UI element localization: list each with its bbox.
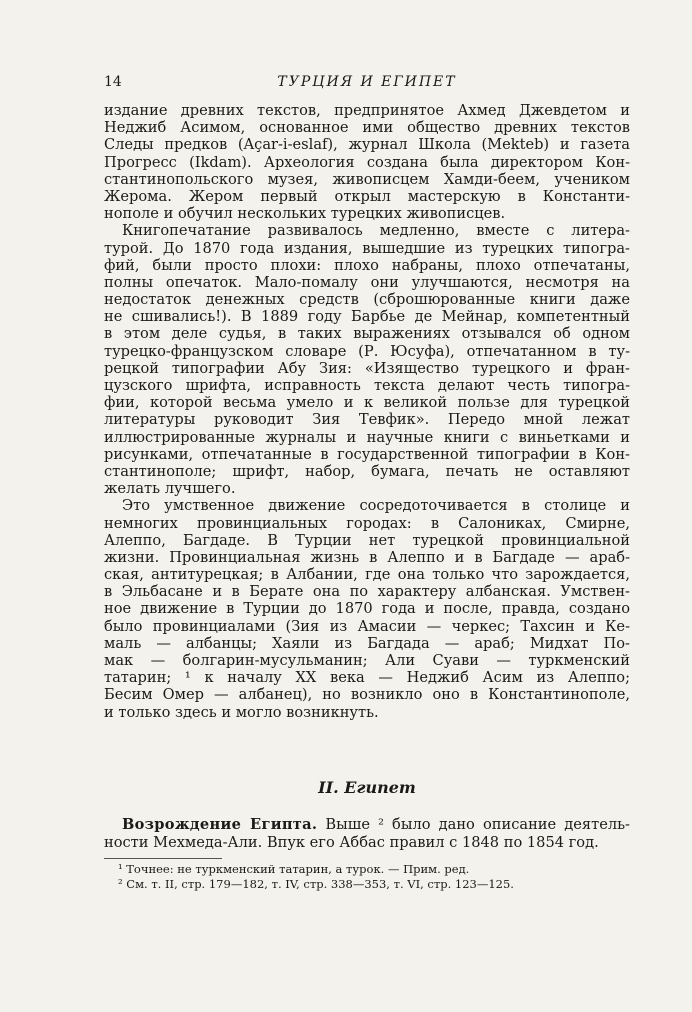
section-lead: Возрождение Египта. [122, 816, 318, 833]
section-line: ности Мехмеда-Али. Впук его Аббас правил с 1848 по 1854 год. [104, 834, 599, 851]
text-line: полны опечаток. Мало-помалу они улучшаются, несмотря на [104, 273, 630, 291]
text-line: иллюстрированные журналы и научные книги с виньетками и [104, 428, 630, 446]
text-line: жизни. Провинциальная жизнь в Алеппо и в Багдаде — араб- [104, 548, 630, 566]
main-text [104, 102, 630, 721]
text-line: литературы руководит Зия Тевфик». Передо мной лежат [104, 411, 630, 429]
running-title: ТУРЦИЯ И ЕГИПЕТ [277, 74, 457, 90]
text-line: Алеппо, Багдаде. В Турции нет турецкой провинциальной [104, 531, 630, 549]
footnote-divider [104, 858, 222, 859]
footnote: ¹ Точнее: не туркменский татарин, а турок. — Прим. ред. [118, 862, 470, 876]
text-line: стантинопольского музея, живописцем Хамди-беем, учеником [104, 170, 630, 188]
text-line: рецкой типографии Абу Зия: «Изящество турецкого и фран- [104, 359, 630, 377]
text-line: не сшивались!). В 1889 году Барбье де Мейнар, компетентный [104, 308, 630, 326]
text-line: стантинополе; шрифт, набор, бумага, печать не оставляют [104, 462, 630, 480]
text-line: издание древних текстов, предпринятое Ахмед Джевдетом и [104, 102, 630, 119]
text-line: было провинциалами (Зия из Амасии — черкес; Тахсин и Ке- [104, 617, 630, 635]
section-heading: II. Египет [318, 778, 416, 797]
text-line: Прогресс (Ikdam). Археология создана была директором Кон- [104, 153, 630, 171]
text-line: фии, которой весьма умело и к великой пользе для турецкой [104, 394, 630, 412]
page-number: 14 [104, 74, 122, 90]
text-line: Жерома. Жером первый открыл мастерскую в Константи- [104, 187, 630, 205]
text-line: маль — албанцы; Хаяли из Багдада — араб; Мидхат По- [104, 634, 630, 652]
text-line: мак — болгарин-мусульманин; Али Суави — туркменский [104, 652, 630, 669]
text-line: цузского шрифта, исправность текста делают честь типогра- [104, 377, 630, 394]
section-text: Выше ² было дано описание деятель- [317, 816, 630, 833]
footnote: ² См. т. II, стр. 179—182, т. IV, стр. 338—353, т. VI, стр. 123—125. [118, 877, 514, 891]
text-line: желать лучшего. [104, 480, 236, 498]
text-line: Это умственное движение сосредоточивается в столице и [122, 497, 630, 515]
footnotes [118, 862, 618, 892]
text-line: Бесим Омер — албанец), но возникло оно в Константинополе, [104, 686, 630, 704]
text-line: фий, были просто плохи: плохо набраны, плохо отпечатаны, [104, 256, 630, 274]
text-line: турой. До 1870 года издания, вышедшие из турецких типогра- [104, 239, 630, 257]
page-header [104, 74, 630, 94]
text-line: Следы предков (Açar-i-eslaf), журнал Школа (Mekteb) и газета [104, 136, 630, 154]
section-line [104, 816, 630, 834]
text-line: Неджиб Асимом, основанное ими общество древних текстов [104, 119, 630, 137]
text-line: недостаток денежных средств (сброшюрованные книги даже [104, 291, 630, 309]
section-paragraph [104, 816, 630, 852]
text-line: татарин; ¹ к началу XX века — Неджиб Асим из Алеппо; [104, 669, 630, 687]
text-line: в этом деле судья, в таких выражениях отзывался об одном [104, 325, 630, 343]
text-line: ное движение в Турции до 1870 года и после, правда, создано [104, 600, 630, 618]
text-line: в Эльбасане и в Берате она по характеру албанская. Умствен- [104, 583, 630, 601]
text-line: и только здесь и могло возникнуть. [104, 703, 379, 721]
text-line: нополе и обучил нескольких турецких живописцев. [104, 205, 506, 223]
text-line: ская, антитурецкая; в Албании, где она только что зарождается, [104, 566, 630, 584]
text-line: Книгопечатание развивалось медленно, вместе с литера- [122, 222, 630, 240]
text-line: немногих провинциальных городах: в Салониках, Смирне, [104, 514, 630, 532]
text-line: рисунками, отпечатанные в государственной типографии в Кон- [104, 445, 630, 463]
text-line: турецко-французском словаре (Р. Юсуфа), отпечатанном в ту- [104, 342, 630, 360]
